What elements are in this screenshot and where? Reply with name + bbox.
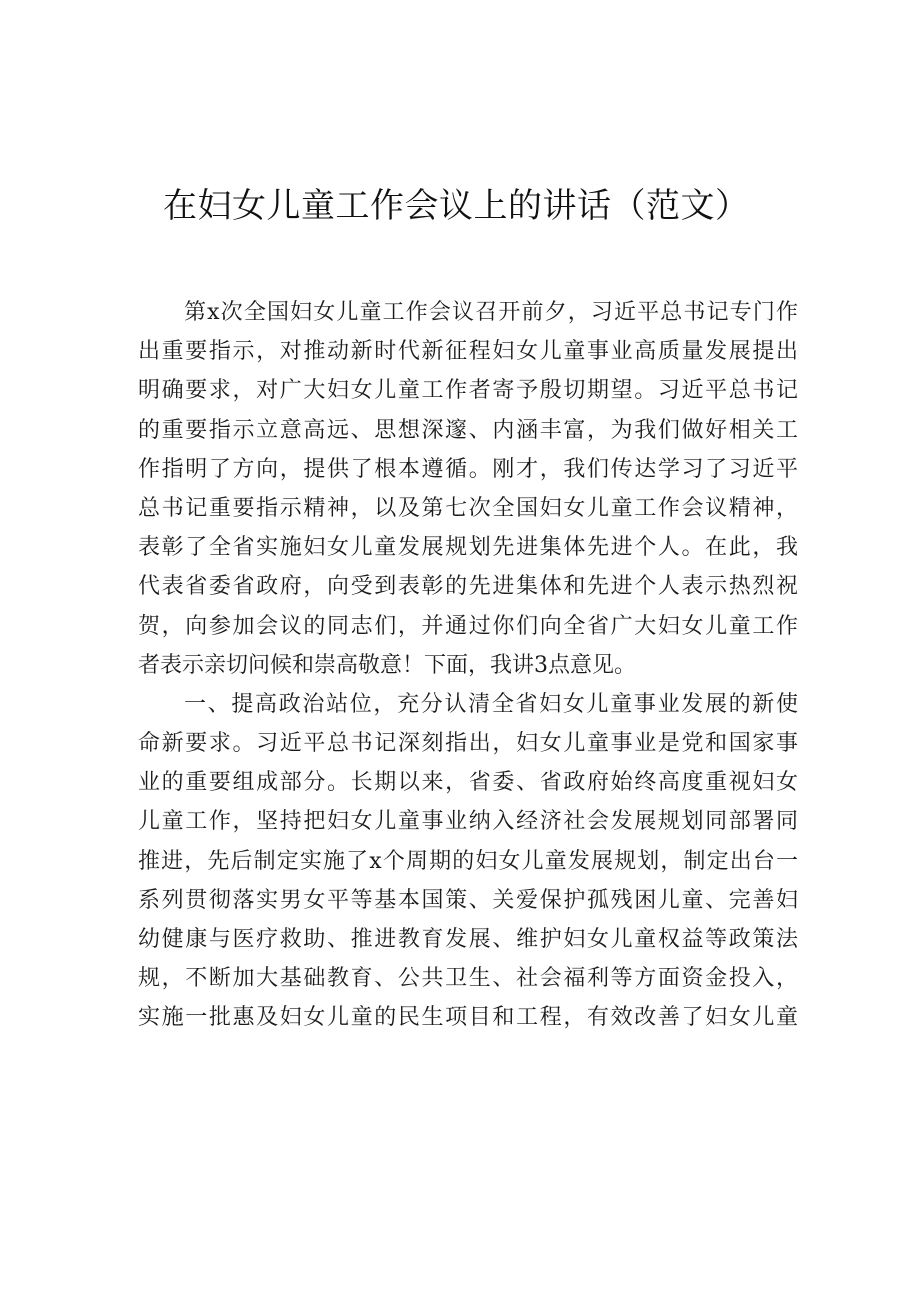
text-line: 推进，先后制定实施了x个周期的妇女儿童发展规划，制定出台一 — [138, 848, 798, 874]
text-line: 表彰了全省实施妇女儿童发展规划先进集体先进个人。在此，我 — [138, 535, 798, 561]
text-line: 的重要指示立意高远、思想深邃、内涵丰富，为我们做好相关工 — [138, 417, 798, 443]
text-line: 命新要求。习近平总书记深刻指出，妇女儿童事业是党和国家事 — [138, 731, 798, 757]
text-line: 系列贯彻落实男女平等基本国策、关爱保护孤残困儿童、完善妇 — [138, 887, 798, 913]
text-line: 业的重要组成部分。长期以来，省委、省政府始终高度重视妇女 — [138, 770, 798, 796]
text-line: 儿童工作，坚持把妇女儿童事业纳入经济社会发展规划同部署同 — [138, 809, 798, 835]
text-line: 贺，向参加会议的同志们，并通过你们向全省广大妇女儿童工作 — [138, 613, 798, 639]
text-line: 规，不断加大基础教育、公共卫生、社会福利等方面资金投入， — [138, 966, 798, 992]
text-line: 实施一批惠及妇女儿童的民生项目和工程，有效改善了妇女儿童 — [138, 1005, 798, 1031]
text-line: 幼健康与医疗救助、推进教育发展、维护妇女儿童权益等政策法 — [138, 927, 798, 952]
text-line: 出重要指示，对推动新时代新征程妇女儿童事业高质量发展提出 — [138, 339, 798, 365]
paragraph-intro — [138, 293, 798, 685]
text-line: 一、提高政治站位，充分认清全省妇女儿童事业发展的新使 — [184, 691, 798, 717]
text-line: 者表示亲切问候和崇高敬意！下面，我讲3点意见。 — [138, 652, 636, 678]
text-line: 第x次全国妇女儿童工作会议召开前夕，习近平总书记专门作 — [184, 300, 798, 325]
text-line: 明确要求，对广大妇女儿童工作者寄予殷切期望。习近平总书记 — [138, 378, 798, 404]
document-body — [138, 293, 798, 1038]
text-line: 代表省委省政府，向受到表彰的先进集体和先进个人表示热烈祝 — [138, 574, 798, 600]
document-title: 在妇女儿童工作会议上的讲话（范文） — [163, 185, 750, 226]
text-line: 作指明了方向，提供了根本遵循。刚才，我们传达学习了习近平 — [138, 456, 798, 482]
paragraph-section-one — [138, 685, 798, 1038]
text-line: 总书记重要指示精神，以及第七次全国妇女儿童工作会议精神， — [138, 495, 798, 521]
